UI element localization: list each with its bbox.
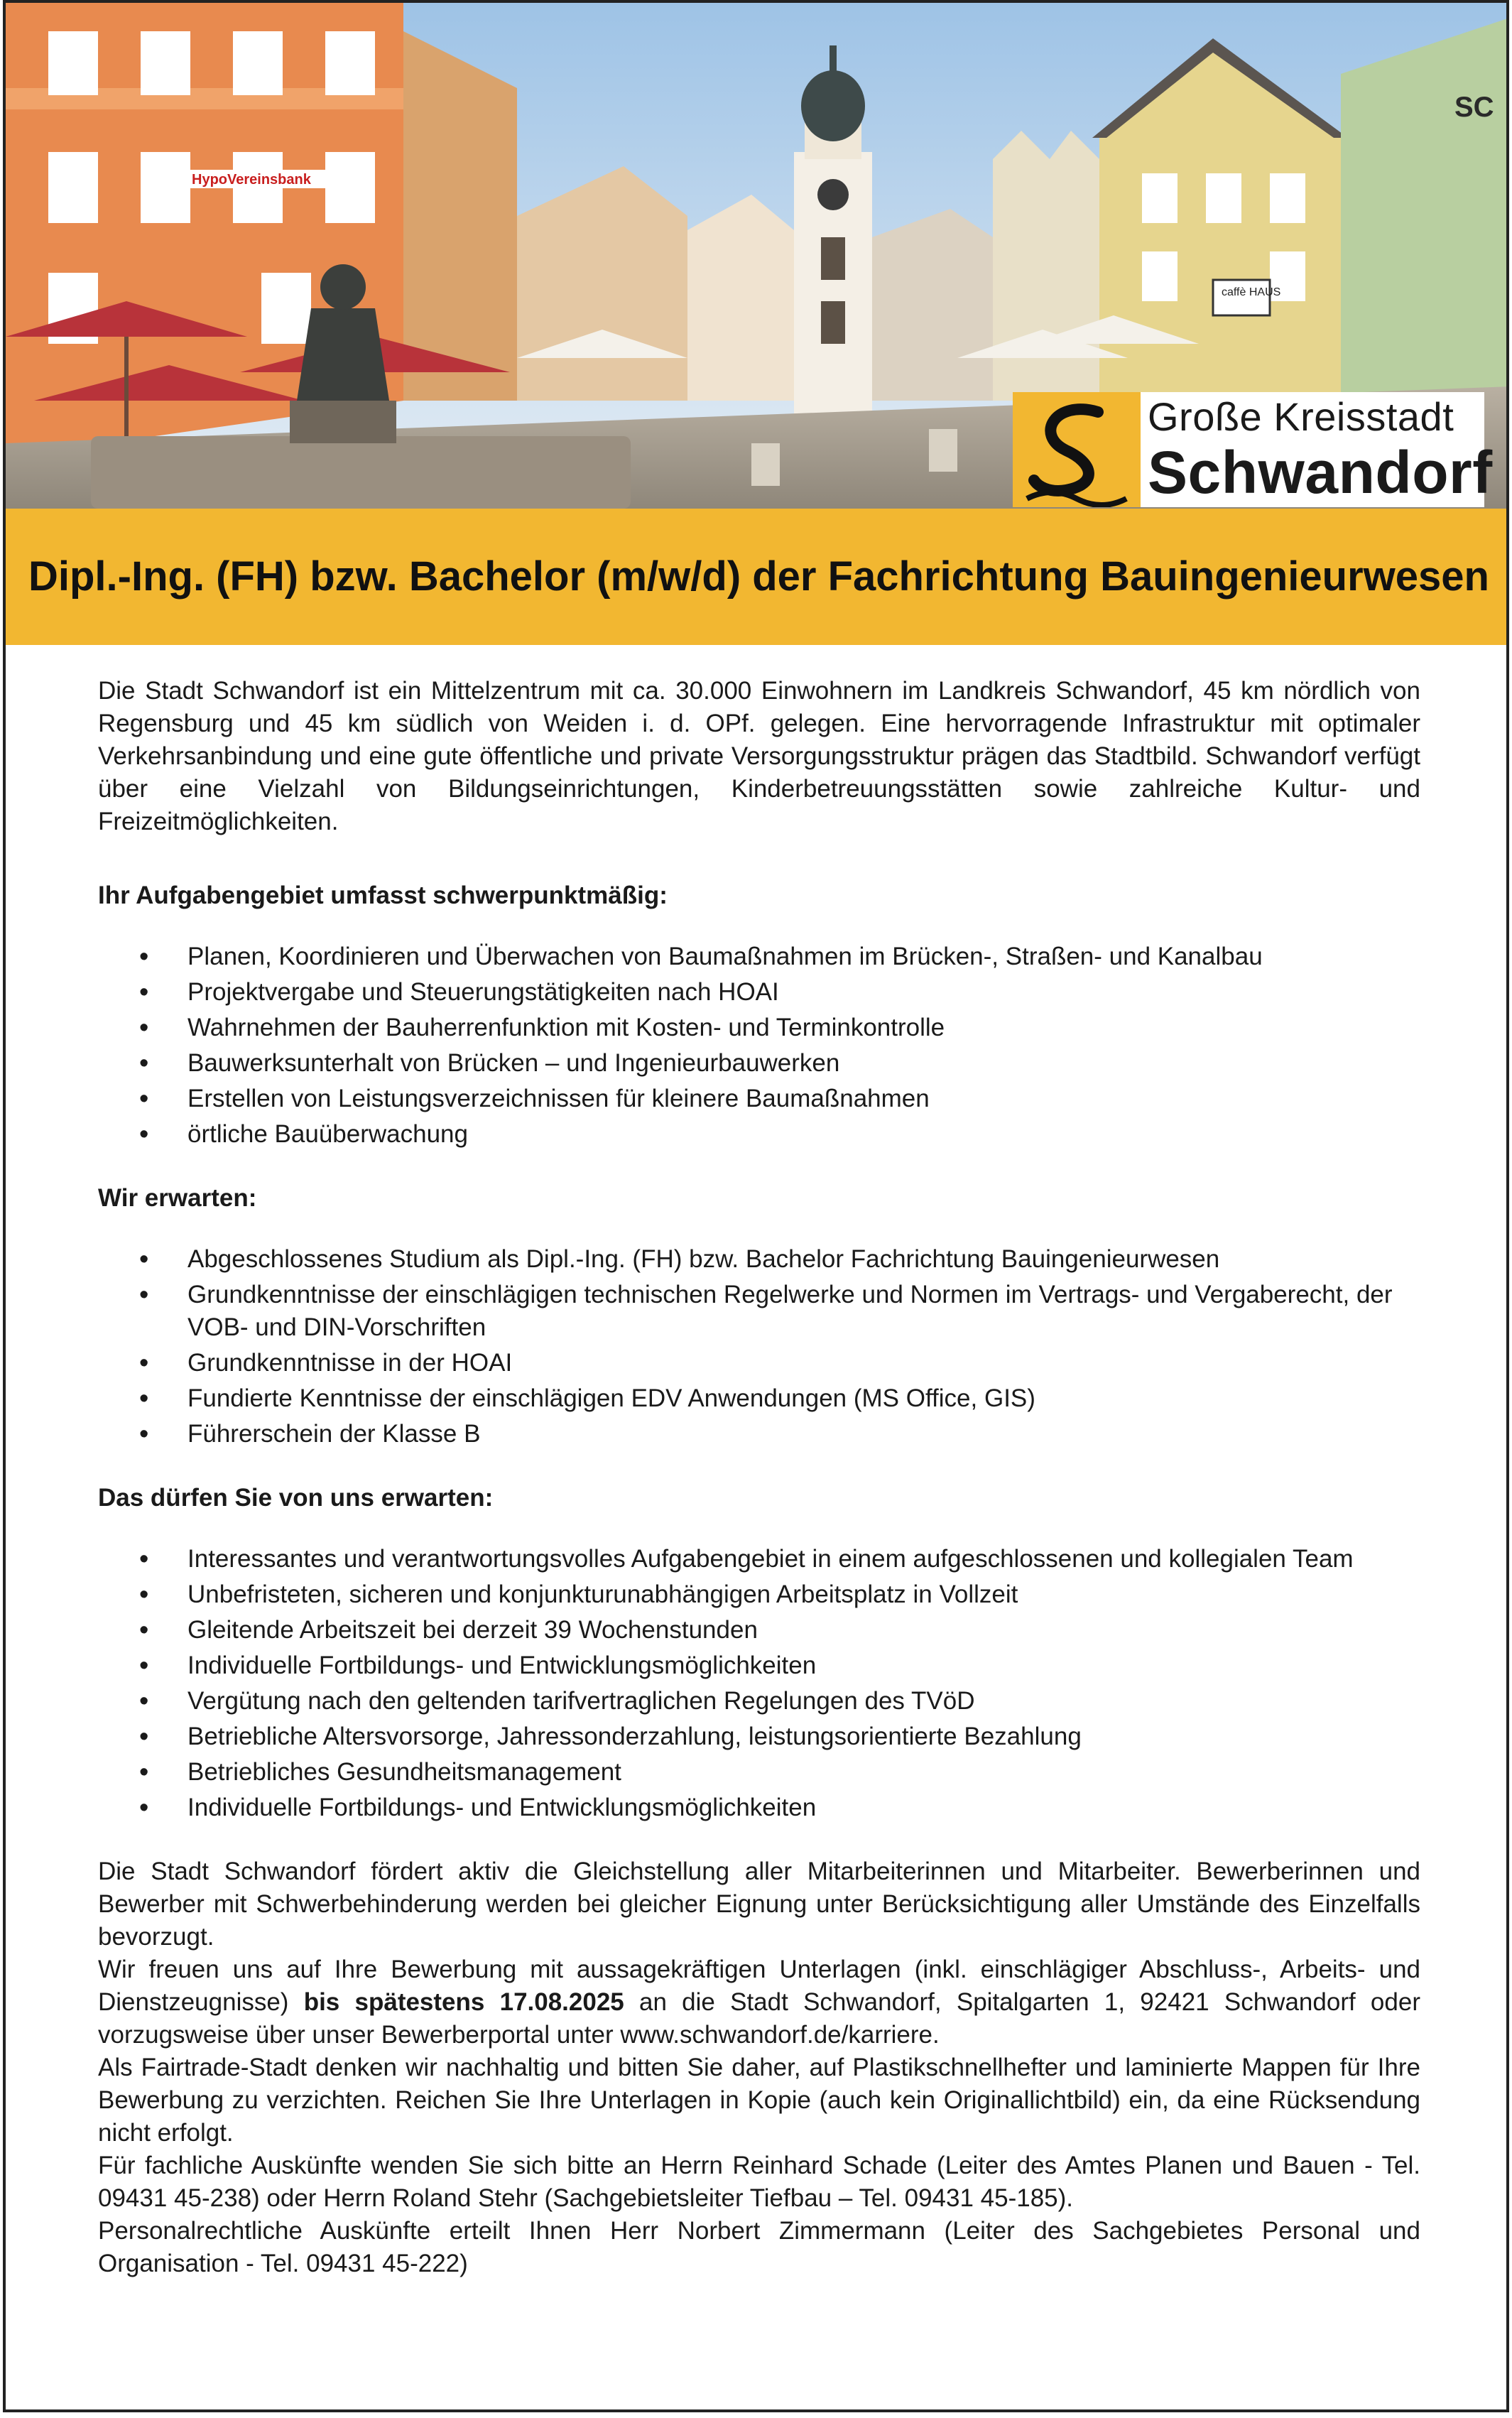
technical-contact-paragraph: Für fachliche Auskünfte wenden Sie sich bitte an Herrn Reinhard Schade (Leiter des Amtes Planen und Bauen - Tel. 09431 45-238) oder Herrn Roland Stehr (Sachgebietsleiter Tiefbau – Tel. 09431 45-185). — [98, 2152, 1420, 2212]
list-item: • Führerschein der Klasse B — [98, 1418, 1420, 1451]
ad-body — [98, 675, 1420, 2280]
list-item: • Grundkenntnisse der einschlägigen technischen Regelwerke und Normen im Vertrags- und Vergaberecht, der VOB- und DIN-Vorschriften — [98, 1279, 1420, 1344]
list-item: • Bauwerksunterhalt von Brücken – und Ingenieurbauwerken — [98, 1047, 1420, 1080]
list-item: • Vergütung nach den geltenden tarifvertraglichen Regelungen des TVöD — [98, 1685, 1420, 1718]
task-list — [98, 940, 1420, 1151]
town-square-photo — [6, 3, 1509, 509]
list-item: • Wahrnehmen der Bauherrenfunktion mit Kosten- und Terminkontrolle — [98, 1012, 1420, 1044]
closing-text — [98, 1855, 1420, 2280]
city-logo — [1013, 392, 1493, 507]
section-heading: Wir erwarten: — [98, 1184, 257, 1212]
corner-sign: SC — [1454, 92, 1494, 123]
list-item: • Individuelle Fortbildungs- und Entwicklungsmöglichkeiten — [98, 1649, 1420, 1682]
requirement-list — [98, 1243, 1420, 1451]
job-title: Dipl.-Ing. (FH) bzw. Bachelor (m/w/d) der Fachrichtung Bauingenieurwesen — [28, 553, 1489, 600]
bank-sign: HypoVereinsbank — [192, 172, 311, 188]
section-heading: Ihr Aufgabengebiet umfasst schwerpunktmäßig: — [98, 882, 668, 909]
equality-paragraph: Die Stadt Schwandorf fördert aktiv die Gleichstellung aller Mitarbeiterinnen und Mitarbeiter. Bewerberinnen und Bewerber mit Schwerbehinderung werden bei gleicher Eignung unter Berücksichtigung aller Umstände des Einzelfalls bevorzugt. — [98, 1858, 1420, 1951]
section-tasks — [98, 879, 1420, 1151]
list-item: • Projektvergabe und Steuerungstätigkeiten nach HOAI — [98, 976, 1420, 1009]
logo-line-2: Schwandorf — [1148, 439, 1493, 506]
list-item: • Abgeschlossenes Studium als Dipl.-Ing. (FH) bzw. Bachelor Fachrichtung Bauingenieurwesen — [98, 1243, 1420, 1276]
job-advertisement — [3, 0, 1509, 2412]
list-item: • Individuelle Fortbildungs- und Entwicklungsmöglichkeiten — [98, 1791, 1420, 1824]
list-item: • Grundkenntnisse in der HOAI — [98, 1347, 1420, 1379]
list-item: • Erstellen von Leistungsverzeichnissen für kleinere Baumaßnahmen — [98, 1083, 1420, 1115]
swan-logo-icon — [1013, 392, 1141, 507]
application-deadline: bis spätestens 17.08.2025 — [303, 1988, 624, 2016]
list-item: • Fundierte Kenntnisse der einschlägigen EDV Anwendungen (MS Office, GIS) — [98, 1382, 1420, 1415]
list-item: • örtliche Bauüberwachung — [98, 1118, 1420, 1151]
fairtrade-paragraph: Als Fairtrade-Stadt denken wir nachhaltig und bitten Sie daher, auf Plastikschnellhefter und laminierte Mappen für Ihre Bewerbung zu verzichten. Reichen Sie Ihre Unterlagen in Kopie (auch kein Originallichtbild) ein, da eine Rücksendung nicht erfolgt. — [98, 2054, 1420, 2147]
list-item: • Betriebliches Gesundheitsmanagement — [98, 1756, 1420, 1789]
title-band — [6, 509, 1509, 645]
application-text: Wir freuen uns auf Ihre Bewerbung mit aussagekräftigen Unterlagen (inkl. einschlägiger Abschluss-, Arbeits- und Dienstzeugnisse) — [98, 1956, 1420, 2016]
intro-paragraph: Die Stadt Schwandorf ist ein Mittelzentrum mit ca. 30.000 Einwohnern im Landkreis Schwandorf, 45 km nördlich von Regensburg und 45 km südlich von Weiden i. d. OPf. gelegen. Eine hervorragende Infrastruktur mit optimaler Verkehrsanbindung und eine gute öffentliche und private Versorgungsstruktur prägen das Stadtbild. Schwandorf verfügt über eine Vielzahl von Bildungseinrichtungen, Kinderbetreuungsstätten sowie zahlreiche Kultur- und Freizeitmöglichkeiten. — [98, 677, 1420, 835]
section-benefits — [98, 1482, 1420, 1824]
list-item: • Interessantes und verantwortungsvolles Aufgabengebiet in einem aufgeschlossenen und kollegialen Team — [98, 1543, 1420, 1576]
list-item: • Gleitende Arbeitszeit bei derzeit 39 Wochenstunden — [98, 1614, 1420, 1647]
list-item: • Planen, Koordinieren und Überwachen von Baumaßnahmen im Brücken-, Straßen- und Kanalbau — [98, 940, 1420, 973]
list-item: • Unbefristeten, sicheren und konjunkturunabhängigen Arbeitsplatz in Vollzeit — [98, 1578, 1420, 1611]
list-item: • Betriebliche Altersvorsorge, Jahressonderzahlung, leistungsorientierte Bezahlung — [98, 1720, 1420, 1753]
personnel-contact-paragraph: Personalrechtliche Auskünfte erteilt Ihnen Herr Norbert Zimmermann (Leiter des Sachgebietes Personal und Organisation - Tel. 09431 45-222) — [98, 2217, 1420, 2277]
application-paragraph — [98, 1953, 1420, 2051]
benefit-list — [98, 1543, 1420, 1824]
section-heading: Das dürfen Sie von uns erwarten: — [98, 1484, 494, 1512]
section-requirements — [98, 1182, 1420, 1451]
application-address: an die Stadt Schwandorf, Spitalgarten 1, 92421 Schwandorf oder vorzugsweise über unser Bewerberportal unter www.schwandorf.de/karriere. — [98, 1988, 1420, 2049]
cafe-sign: caffè HAUS — [1222, 286, 1281, 298]
logo-line-1: Große Kreisstadt — [1148, 394, 1454, 439]
